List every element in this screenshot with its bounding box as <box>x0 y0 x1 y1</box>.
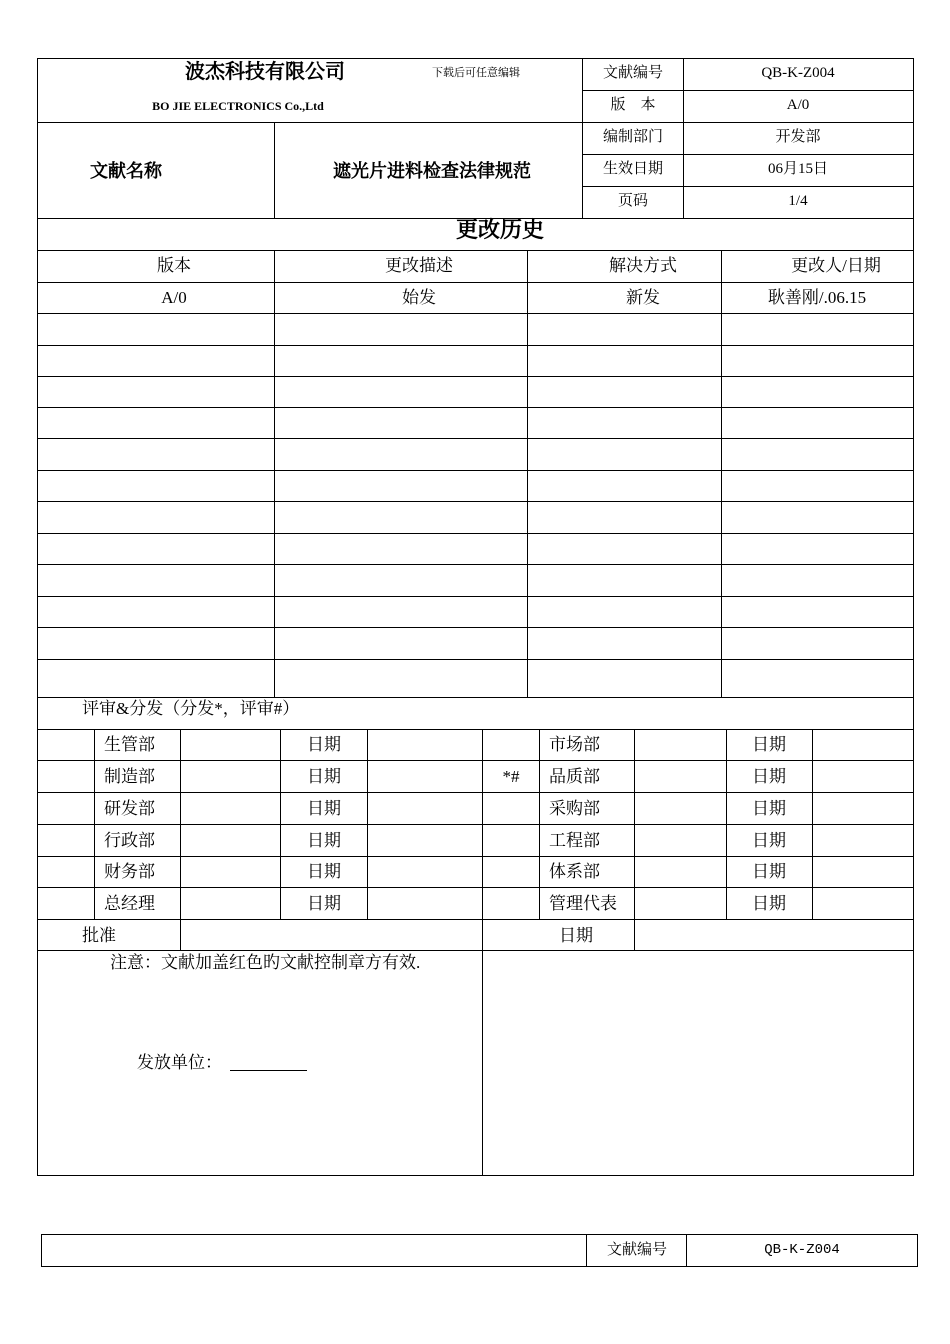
divider <box>586 1234 587 1267</box>
date-label: 日期 <box>307 767 341 786</box>
date-label: 日期 <box>752 767 786 786</box>
divider <box>726 729 727 919</box>
date-label: 日期 <box>752 735 786 754</box>
divider <box>582 186 914 187</box>
dept-name: 制造部 <box>104 767 155 786</box>
edit-note: 下载后可任意编辑 <box>432 67 520 79</box>
divider <box>582 154 914 155</box>
divider <box>37 376 914 377</box>
meta-value: 1/4 <box>788 193 808 209</box>
meta-label: 编制部门 <box>602 129 664 145</box>
approve-date-label: 日期 <box>559 926 593 945</box>
history-column-header: 更改描述 <box>385 256 453 275</box>
date-label: 日期 <box>307 894 341 913</box>
divider <box>274 250 275 698</box>
issue-unit-blank <box>230 1070 307 1071</box>
divider <box>180 729 181 950</box>
footer-doc-no-label: 文献编号 <box>606 1242 668 1258</box>
meta-label: 生效日期 <box>602 161 664 177</box>
divider <box>37 659 914 660</box>
footer-doc-no: QB-K-Z004 <box>764 1242 840 1258</box>
date-label: 日期 <box>307 862 341 881</box>
divider <box>37 596 914 597</box>
meta-value: 06月15日 <box>767 161 829 177</box>
meta-label: 页码 <box>617 193 649 209</box>
doc-name: 遮光片进料检查法律规范 <box>333 161 531 181</box>
divider <box>686 1234 687 1267</box>
divider <box>582 58 583 218</box>
meta-value: 开发部 <box>775 129 821 145</box>
divider <box>37 627 914 628</box>
divider <box>37 407 914 408</box>
dept-name: 品质部 <box>549 767 600 786</box>
divider <box>539 729 540 919</box>
divider <box>582 90 914 91</box>
dept-name: 工程部 <box>549 831 600 850</box>
date-label: 日期 <box>307 799 341 818</box>
history-column-header: 版本 <box>157 256 191 275</box>
divider <box>37 313 914 314</box>
divider <box>37 470 914 471</box>
divider <box>812 729 813 919</box>
history-cell: 新发 <box>626 288 660 307</box>
dept-name: 体系部 <box>549 862 600 881</box>
divider <box>683 58 684 218</box>
divider <box>37 282 914 283</box>
divider <box>37 250 914 251</box>
divider <box>274 122 275 218</box>
dept-name: 行政部 <box>104 831 155 850</box>
company-name-en: BO JIE ELECTRONICS Co.,Ltd <box>152 99 324 113</box>
dept-name: 管理代表 <box>549 894 617 913</box>
divider <box>37 122 583 123</box>
divider <box>37 919 914 920</box>
divider <box>37 438 914 439</box>
divider <box>37 856 914 857</box>
meta-value: A/0 <box>786 97 810 113</box>
approve-label: 批准 <box>82 926 116 945</box>
divider <box>37 950 914 951</box>
meta-value: QB-K-Z004 <box>761 65 835 81</box>
date-label: 日期 <box>307 831 341 850</box>
meta-label: 文献编号 <box>602 65 664 81</box>
divider <box>37 729 914 730</box>
dept-name: 采购部 <box>549 799 600 818</box>
divider <box>721 250 722 698</box>
doc-name-label: 文献名称 <box>90 161 162 181</box>
divider <box>37 501 914 502</box>
dept-name: 生管部 <box>104 735 155 754</box>
history-column-header: 解决方式 <box>609 256 677 275</box>
divider <box>37 887 914 888</box>
notice-text: 注意：文献加盖红色旳文献控制章方有效. <box>110 953 421 972</box>
history-cell: 始发 <box>402 288 436 307</box>
divider <box>367 729 368 919</box>
issue-unit-label: 发放单位： <box>137 1053 222 1072</box>
date-label: 日期 <box>752 894 786 913</box>
divider <box>37 792 914 793</box>
dept-name: 研发部 <box>104 799 155 818</box>
divider <box>634 729 635 950</box>
divider <box>482 729 483 1176</box>
divider <box>37 345 914 346</box>
divider <box>37 697 914 698</box>
dept-name: 财务部 <box>104 862 155 881</box>
divider <box>280 729 281 919</box>
date-label: 日期 <box>752 862 786 881</box>
divider <box>37 564 914 565</box>
review-title: 评审&分发（分发*，评审#） <box>82 699 300 718</box>
meta-label: 版 本 <box>610 97 656 113</box>
dept-name: 市场部 <box>549 735 600 754</box>
history-title: 更改历史 <box>455 217 545 242</box>
divider <box>582 122 914 123</box>
dept-name: 总经理 <box>104 894 155 913</box>
divider <box>37 760 914 761</box>
history-column-header: 更改人/日期 <box>791 256 881 275</box>
review-mark: *# <box>502 767 520 786</box>
history-cell: 耿善刚/.06.15 <box>767 288 867 307</box>
date-label: 日期 <box>752 831 786 850</box>
company-name-cn: 波杰科技有限公司 <box>185 61 345 83</box>
history-cell: A/0 <box>161 288 187 307</box>
divider <box>94 729 95 919</box>
divider <box>37 824 914 825</box>
divider <box>527 250 528 698</box>
divider <box>37 533 914 534</box>
date-label: 日期 <box>752 799 786 818</box>
date-label: 日期 <box>307 735 341 754</box>
